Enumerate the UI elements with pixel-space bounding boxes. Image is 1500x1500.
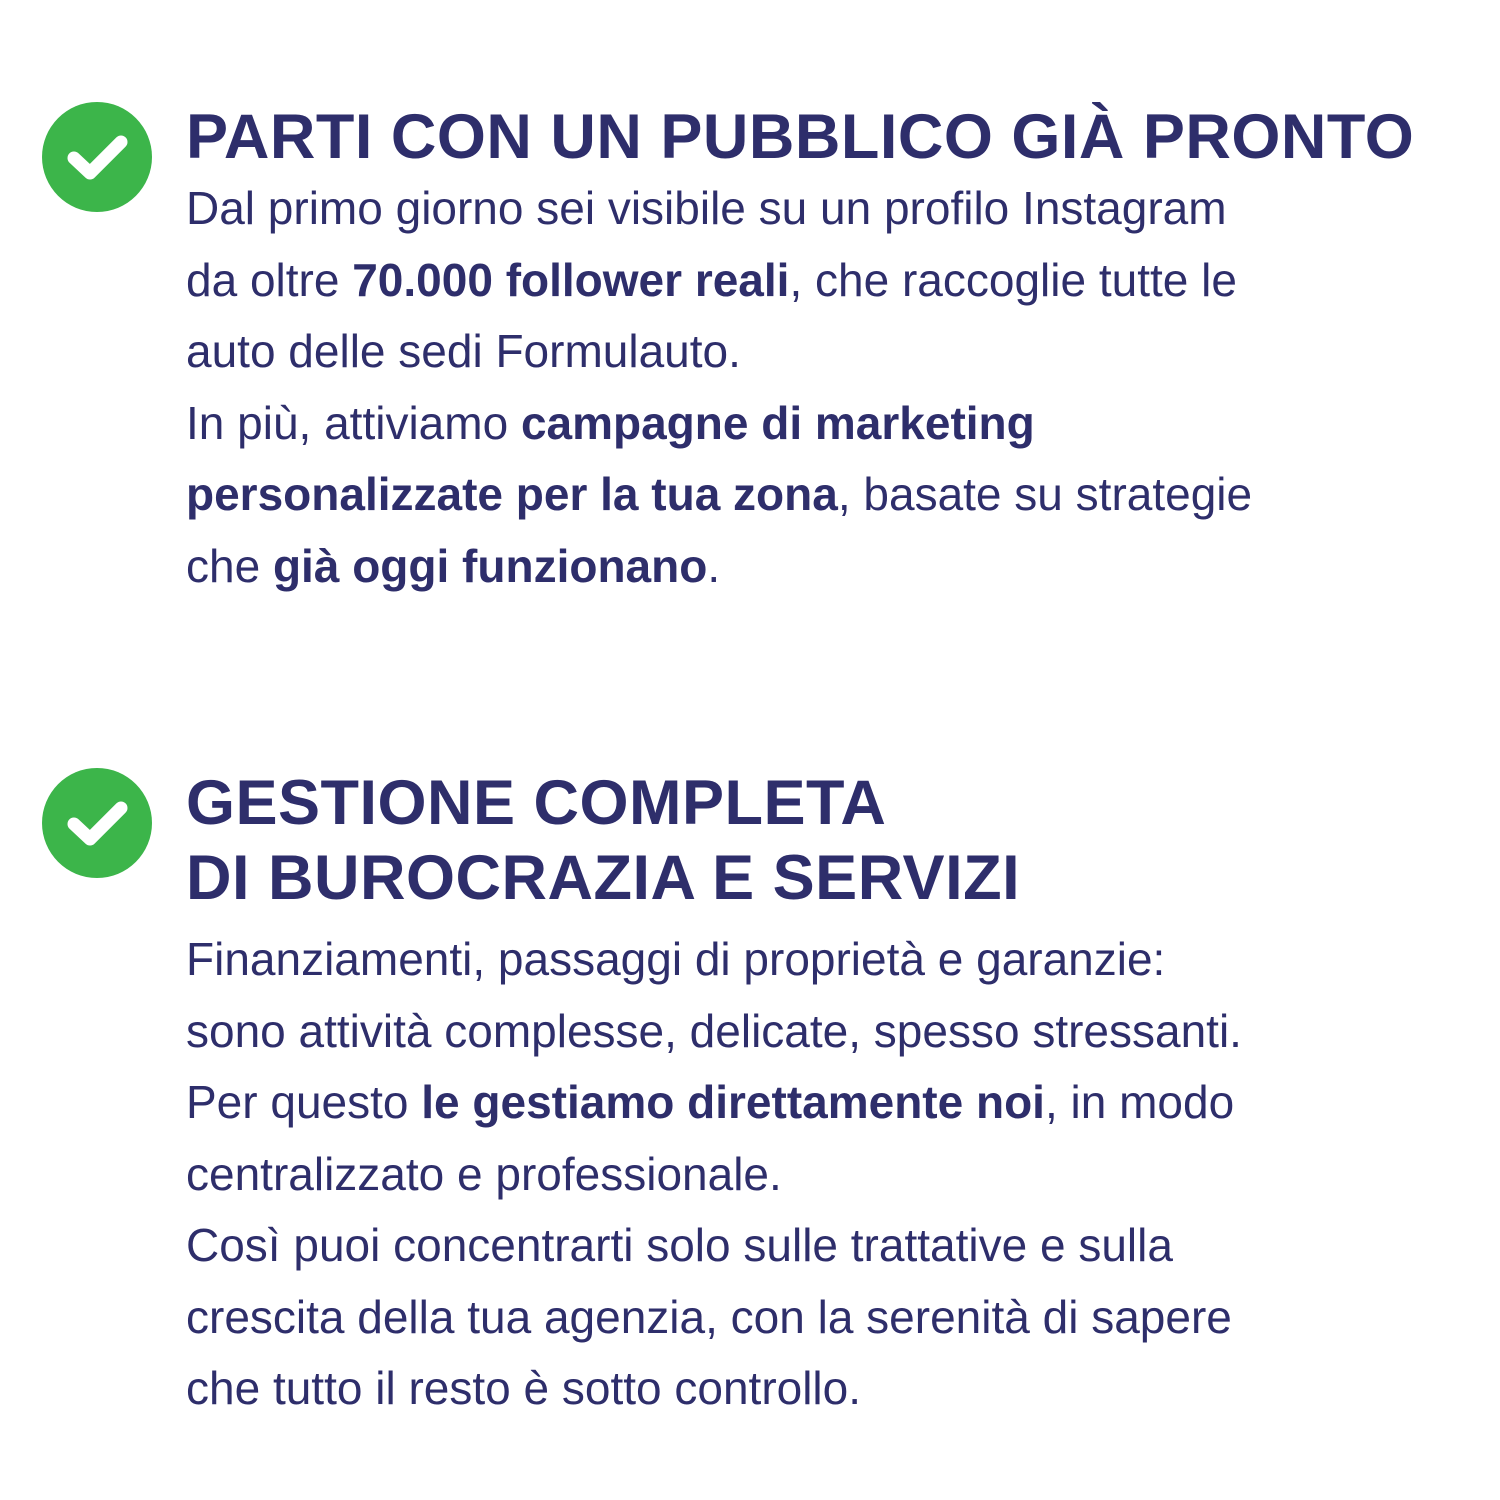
feature-content	[186, 100, 1476, 602]
body-line	[186, 316, 1476, 388]
body-line	[186, 245, 1476, 317]
body-text-segment: Finanziamenti, passaggi di proprietà e garanzie:	[186, 933, 1166, 985]
body-line	[186, 1139, 1476, 1211]
feature-content	[186, 766, 1476, 1425]
body-text-segment: .	[707, 539, 721, 592]
body-text-segment: Per questo	[186, 1076, 422, 1128]
body-line	[186, 1067, 1476, 1139]
body-text-segment: da oltre	[186, 253, 353, 306]
body-line	[186, 388, 1476, 460]
body-text-segment: crescita della tua agenzia, con la serenità di sapere	[186, 1290, 1232, 1343]
body-line	[186, 1282, 1476, 1354]
body-text-segment: Così puoi concentrarti solo sulle trattative e sulla	[186, 1219, 1173, 1271]
highlight-text: le gestiamo direttamente noi	[421, 1076, 1045, 1128]
body-text-segment: , che raccoglie tutte le	[789, 253, 1237, 306]
body-line	[186, 924, 1476, 996]
heading-line: PARTI CON UN PUBBLICO GIÀ PRONTO	[186, 102, 1415, 172]
body-text-segment: auto delle sedi Formulauto.	[186, 325, 741, 377]
feature-heading	[186, 766, 1476, 916]
check-circle-icon	[42, 768, 152, 878]
heading-line: GESTIONE COMPLETA	[186, 768, 887, 838]
body-line	[186, 1210, 1476, 1282]
highlight-text: 70.000 follower reali	[352, 253, 790, 306]
feature-heading	[186, 100, 1476, 175]
body-line	[186, 1353, 1476, 1425]
body-text-segment: sono attività complesse, delicate, spesso stressanti.	[186, 1004, 1242, 1057]
body-text-segment: , basate su strategie	[837, 468, 1253, 520]
body-text-segment: centralizzato e professionale.	[186, 1147, 782, 1200]
highlight-text: già oggi funzionano	[272, 539, 708, 592]
body-text-segment: Dal primo giorno sei visibile su un profilo Instagram	[186, 182, 1227, 234]
highlight-text: campagne di marketing	[520, 396, 1035, 449]
check-circle-icon	[42, 102, 152, 212]
body-text-segment: In più, attiviamo	[186, 396, 521, 449]
body-text-segment: che tutto il resto è sotto controllo.	[186, 1362, 862, 1414]
highlight-text: personalizzate per la tua zona	[186, 468, 838, 520]
body-text-segment: , in modo	[1044, 1076, 1235, 1128]
body-text-segment: che	[186, 539, 273, 592]
heading-line: DI BUROCRAZIA E SERVIZI	[186, 843, 1021, 913]
body-line	[186, 531, 1476, 603]
feature-description	[186, 173, 1476, 602]
body-line	[186, 459, 1476, 531]
feature-description	[186, 924, 1476, 1425]
body-line	[186, 996, 1476, 1068]
body-line	[186, 173, 1476, 245]
